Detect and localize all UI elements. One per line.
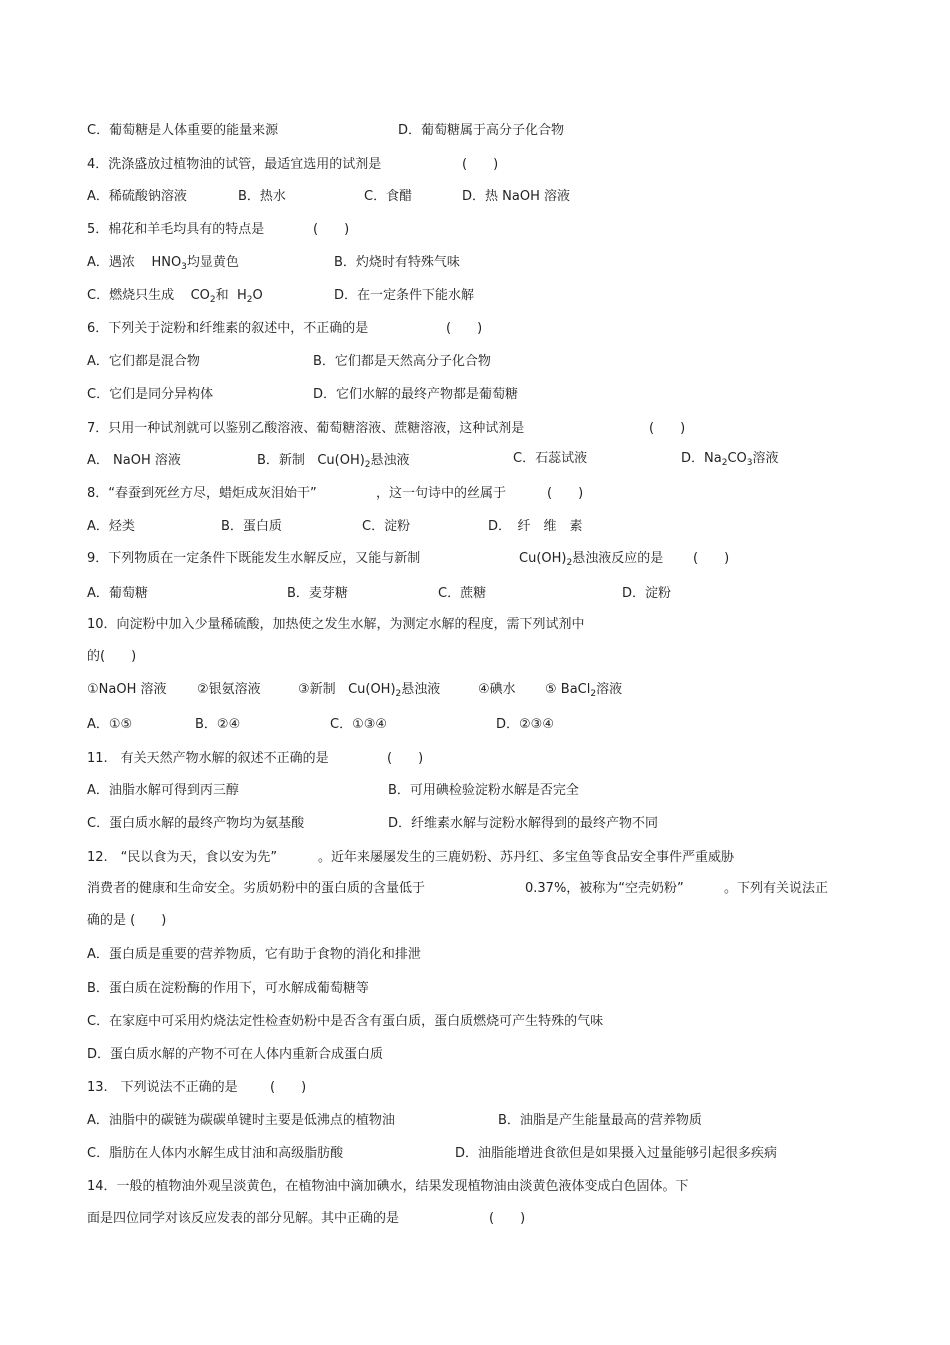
- q7-option-b: B．新制 $Cu(OH)_2$悬浊液: [257, 453, 410, 470]
- q9-stem-reagent: $Cu(OH)_2$悬浊液反应的是: [519, 551, 664, 568]
- q10-reagent-3: ③新制 $Cu(OH)_2$悬浊液: [298, 682, 441, 699]
- q8-option-b: B．蛋白质: [221, 519, 282, 534]
- q14-stem-continued: 面是四位同学对该反应发表的部分见解。其中正确的是: [87, 1211, 400, 1226]
- q13-option-c: C．脂肪在人体内水解生成甘油和高级脂肪酸: [87, 1146, 344, 1161]
- q12-stem-part-6: 确的是 ( ): [87, 913, 167, 928]
- q5-option-c: C．燃烧只生成 $CO_2$和 $H_2O$: [87, 288, 263, 305]
- q3-option-d: D．葡萄糖属于高分子化合物: [398, 123, 565, 138]
- q14-stem: 14．一般的植物油外观呈淡黄色，在植物油中滴加碘水，结果发现植物油由淡黄色液体变成白色固体。下: [87, 1179, 689, 1194]
- q10-option-d: D．②③④: [496, 717, 554, 732]
- q13-answer-paren: ( ): [270, 1080, 307, 1095]
- q12-option-a: A．蛋白质是重要的营养物质，它有助于食物的消化和排泄: [87, 947, 421, 962]
- q14-answer-paren: ( ): [489, 1211, 526, 1226]
- q12-stem-part-5: 。下列有关说法正: [724, 881, 829, 896]
- q9-option-b: B．麦芽糖: [287, 586, 348, 601]
- q10-stem: 10．向淀粉中加入少量稀硫酸，加热使之发生水解，为测定水解的程度，需下列试剂中: [87, 617, 585, 632]
- q4-option-b: B．热水: [238, 189, 286, 204]
- q12-stem-part-3: 消费者的健康和生命安全。劣质奶粉中的蛋白质的含量低于: [87, 881, 426, 896]
- q12-stem-part-4: 0.37%，被称为“空壳奶粉”: [525, 881, 684, 896]
- q6-option-d: D．它们水解的最终产物都是葡萄糖: [313, 387, 519, 402]
- q10-reagent-2: ②银氨溶液: [197, 682, 261, 697]
- q11-option-d: D．纤维素水解与淀粉水解得到的最终产物不同: [388, 816, 659, 831]
- q10-option-b: B．②④: [195, 717, 241, 732]
- q11-answer-paren: ( ): [387, 751, 424, 766]
- q5-option-b: B．灼烧时有特殊气味: [334, 255, 460, 270]
- q5-stem: 5．棉花和羊毛均具有的特点是: [87, 222, 265, 237]
- q7-option-c: C．石蕊试液: [513, 451, 588, 466]
- q4-option-d: D．热 NaOH 溶液: [462, 189, 570, 204]
- q4-stem: 4．洗涤盛放过植物油的试管，最适宜选用的试剂是: [87, 157, 382, 172]
- q7-answer-paren: ( ): [649, 421, 686, 436]
- q9-option-c: C．蔗糖: [438, 586, 487, 601]
- q8-option-c: C．淀粉: [362, 519, 411, 534]
- q4-option-a: A．稀硫酸钠溶液: [87, 189, 187, 204]
- q9-option-a: A．葡萄糖: [87, 586, 148, 601]
- q12-stem: 12. “民以食为天，食以安为先”: [87, 850, 278, 865]
- q8-answer-paren: ( ): [547, 486, 584, 501]
- q6-answer-paren: ( ): [446, 321, 483, 336]
- q11-option-b: B．可用碘检验淀粉水解是否完全: [388, 783, 579, 798]
- q10-stem-continued: 的( ): [87, 649, 137, 664]
- q6-option-a: A．它们都是混合物: [87, 354, 200, 369]
- q6-stem: 6．下列关于淀粉和纤维素的叙述中，不正确的是: [87, 321, 369, 336]
- q10-option-c: C．①③④: [330, 717, 388, 732]
- q3-option-c: C．葡萄糖是人体重要的能量来源: [87, 123, 279, 138]
- q5-option-a: A．遇浓 $HNO_3$均显黄色: [87, 255, 239, 272]
- q12-stem-part-2: 。近年来屡屡发生的三鹿奶粉、苏丹红、多宝鱼等食品安全事件严重威胁: [318, 850, 735, 865]
- q10-option-a: A．①⑤: [87, 717, 133, 732]
- q9-option-d: D．淀粉: [622, 586, 672, 601]
- q6-option-b: B．它们都是天然高分子化合物: [313, 354, 491, 369]
- q7-option-a: A． NaOH 溶液: [87, 453, 181, 468]
- q9-stem: 9．下列物质在一定条件下既能发生水解反应，又能与新制: [87, 551, 421, 566]
- q8-stem: 8．“春蚕到死丝方尽，蜡炬成灰泪始干”: [87, 486, 317, 501]
- q10-reagent-1: ①NaOH 溶液: [87, 682, 167, 697]
- q13-stem: 13. 下列说法不正确的是: [87, 1080, 238, 1095]
- q12-option-c: C．在家庭中可采用灼烧法定性检查奶粉中是否含有蛋白质，蛋白质燃烧可产生特殊的气味: [87, 1014, 604, 1029]
- q13-option-b: B．油脂是产生能量最高的营养物质: [498, 1113, 702, 1128]
- q8-option-d: D． 纤 维 素: [488, 519, 583, 534]
- q8-option-a: A．烃类: [87, 519, 135, 534]
- q11-option-c: C．蛋白质水解的最终产物均为氨基酸: [87, 816, 305, 831]
- q10-reagent-5: ⑤ BaCl$_2$溶液: [545, 682, 623, 699]
- q11-stem: 11. 有关天然产物水解的叙述不正确的是: [87, 751, 329, 766]
- q4-option-c: C．食醋: [364, 189, 413, 204]
- q6-option-c: C．它们是同分异构体: [87, 387, 214, 402]
- q10-reagent-4: ④碘水: [478, 682, 516, 697]
- q11-option-a: A．油脂水解可得到丙三醇: [87, 783, 239, 798]
- q5-option-d: D．在一定条件下能水解: [334, 288, 475, 303]
- q13-option-d: D．油脂能增进食欲但是如果摄入过量能够引起很多疾病: [455, 1146, 778, 1161]
- q12-option-b: B．蛋白质在淀粉酶的作用下，可水解成葡萄糖等: [87, 981, 369, 996]
- q8-stem-continued: ，这一句诗中的丝属于: [376, 486, 507, 501]
- q12-option-d: D．蛋白质水解的产物不可在人体内重新合成蛋白质: [87, 1047, 384, 1062]
- q13-option-a: A．油脂中的碳链为碳碳单键时主要是低沸点的植物油: [87, 1113, 395, 1128]
- q4-answer-paren: ( ): [462, 157, 499, 172]
- q7-option-d: D．$Na_2CO_3$溶液: [681, 451, 779, 468]
- q7-stem: 7．只用一种试剂就可以鉴别乙酸溶液、葡萄糖溶液、蔗糖溶液，这种试剂是: [87, 421, 525, 436]
- q5-answer-paren: ( ): [313, 222, 350, 237]
- q9-answer-paren: ( ): [693, 551, 730, 566]
